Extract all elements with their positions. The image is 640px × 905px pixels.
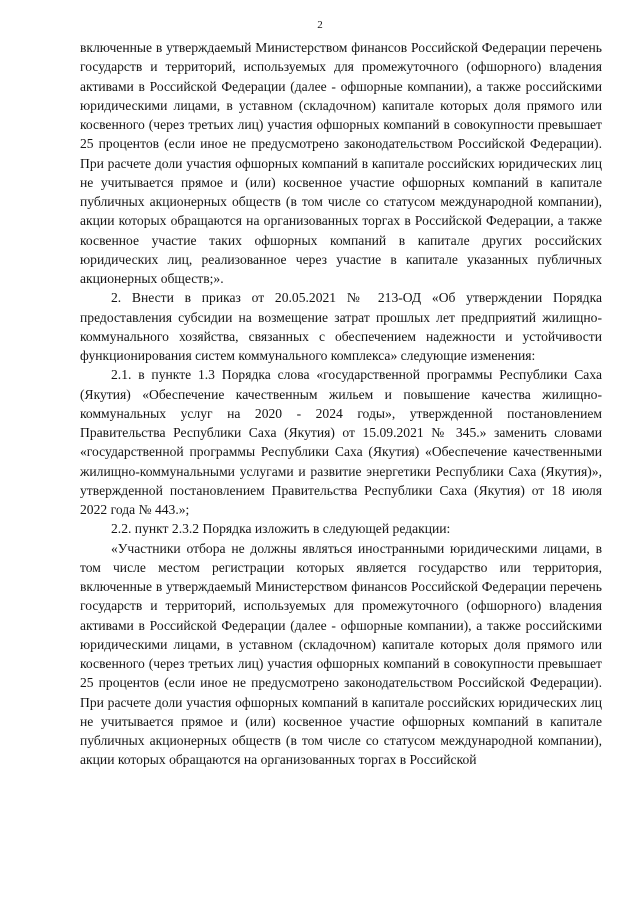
paragraph-new-wording: «Участники отбора не должны являться иностранными юридическими лицами, в том числе местом регистрации которых является государство или территория, включенные в утверждаемый Министерством финансов Российской Федерации перечень государств и территорий, используемых для промежуточного (офшорного) владения активами в Российской Федерации (далее - офшорные компании), а также российскими юридическими лицами, в уставном (складочном) капитале которых доля прямого или косвенного (через третьих лиц) участия офшорных компаний в совокупности превышает 25 процентов (если иное не предусмотрено законодательством Российской Федерации). При расчете доли участия офшорных компаний в капитале российских юридических лиц не учитывается прямое и (или) косвенное участие офшорных компаний в капитале публичных акционерных обществ (в том числе со статусом международной компании), акции которых обращаются на организованных торгах в Российской: [80, 540, 602, 768]
page-number: 2: [317, 19, 323, 31]
document-body: [80, 38, 602, 770]
paragraph-offshore-continuation: включенные в утверждаемый Министерством финансов Российской Федерации перечень государств и территорий, используемых для промежуточного (офшорного) владения активами в Российской Федерации (далее - офшорные компании), а также российскими юридическими лицами, в уставном (складочном) капитале которых доля прямого или косвенного (через третьих лиц) участия офшорных компаний в совокупности превышает 25 процентов (если иное не предусмотрено законодательством Российской Федерации). При расчете доли участия офшорных компаний в капитале российских юридических лиц не учитывается прямое и (или) косвенное участие офшорных компаний в капитале публичных акционерных обществ (в том числе со статусом международной компании), акции которых обращаются на организованных торгах в Российской Федерации, а также косвенное участие таких офшорных компаний в капитале других российских юридических лиц, реализованное через участие в капитале указанных публичных акционерных обществ;».: [80, 40, 602, 286]
paragraph-item-2: 2. Внести в приказ от 20.05.2021 № 213-ОД «Об утверждении Порядка предоставления субсидии на возмещение затрат прошлых лет предприятий жилищно-коммунального хозяйства, связанных с обеспечением надежности и устойчивости функционирования систем коммунального комплекса» следующие изменения:: [80, 290, 602, 363]
paragraph-item-2-2: 2.2. пункт 2.3.2 Порядка изложить в следующей редакции:: [111, 521, 451, 537]
paragraph-item-2-1: 2.1. в пункте 1.3 Порядка слова «государственной программы Республики Саха (Якутия) «Обеспечение качественным жильем и повышение качества жилищно-коммунальных услуг на 2020 - 2024 годы», утвержденной постановлением Правительства Республики Саха (Якутия) от 15.09.2021 № 345.» заменить словами «государственной программы Республики Саха (Якутия) «Обеспечение качественными жилищно-коммунальными услугами и развитие энергетики Республики Саха (Якутия)», утвержденной постановлением Правительства Республики Саха (Якутия) от 18 июля 2022 года № 443.»;: [80, 367, 602, 517]
